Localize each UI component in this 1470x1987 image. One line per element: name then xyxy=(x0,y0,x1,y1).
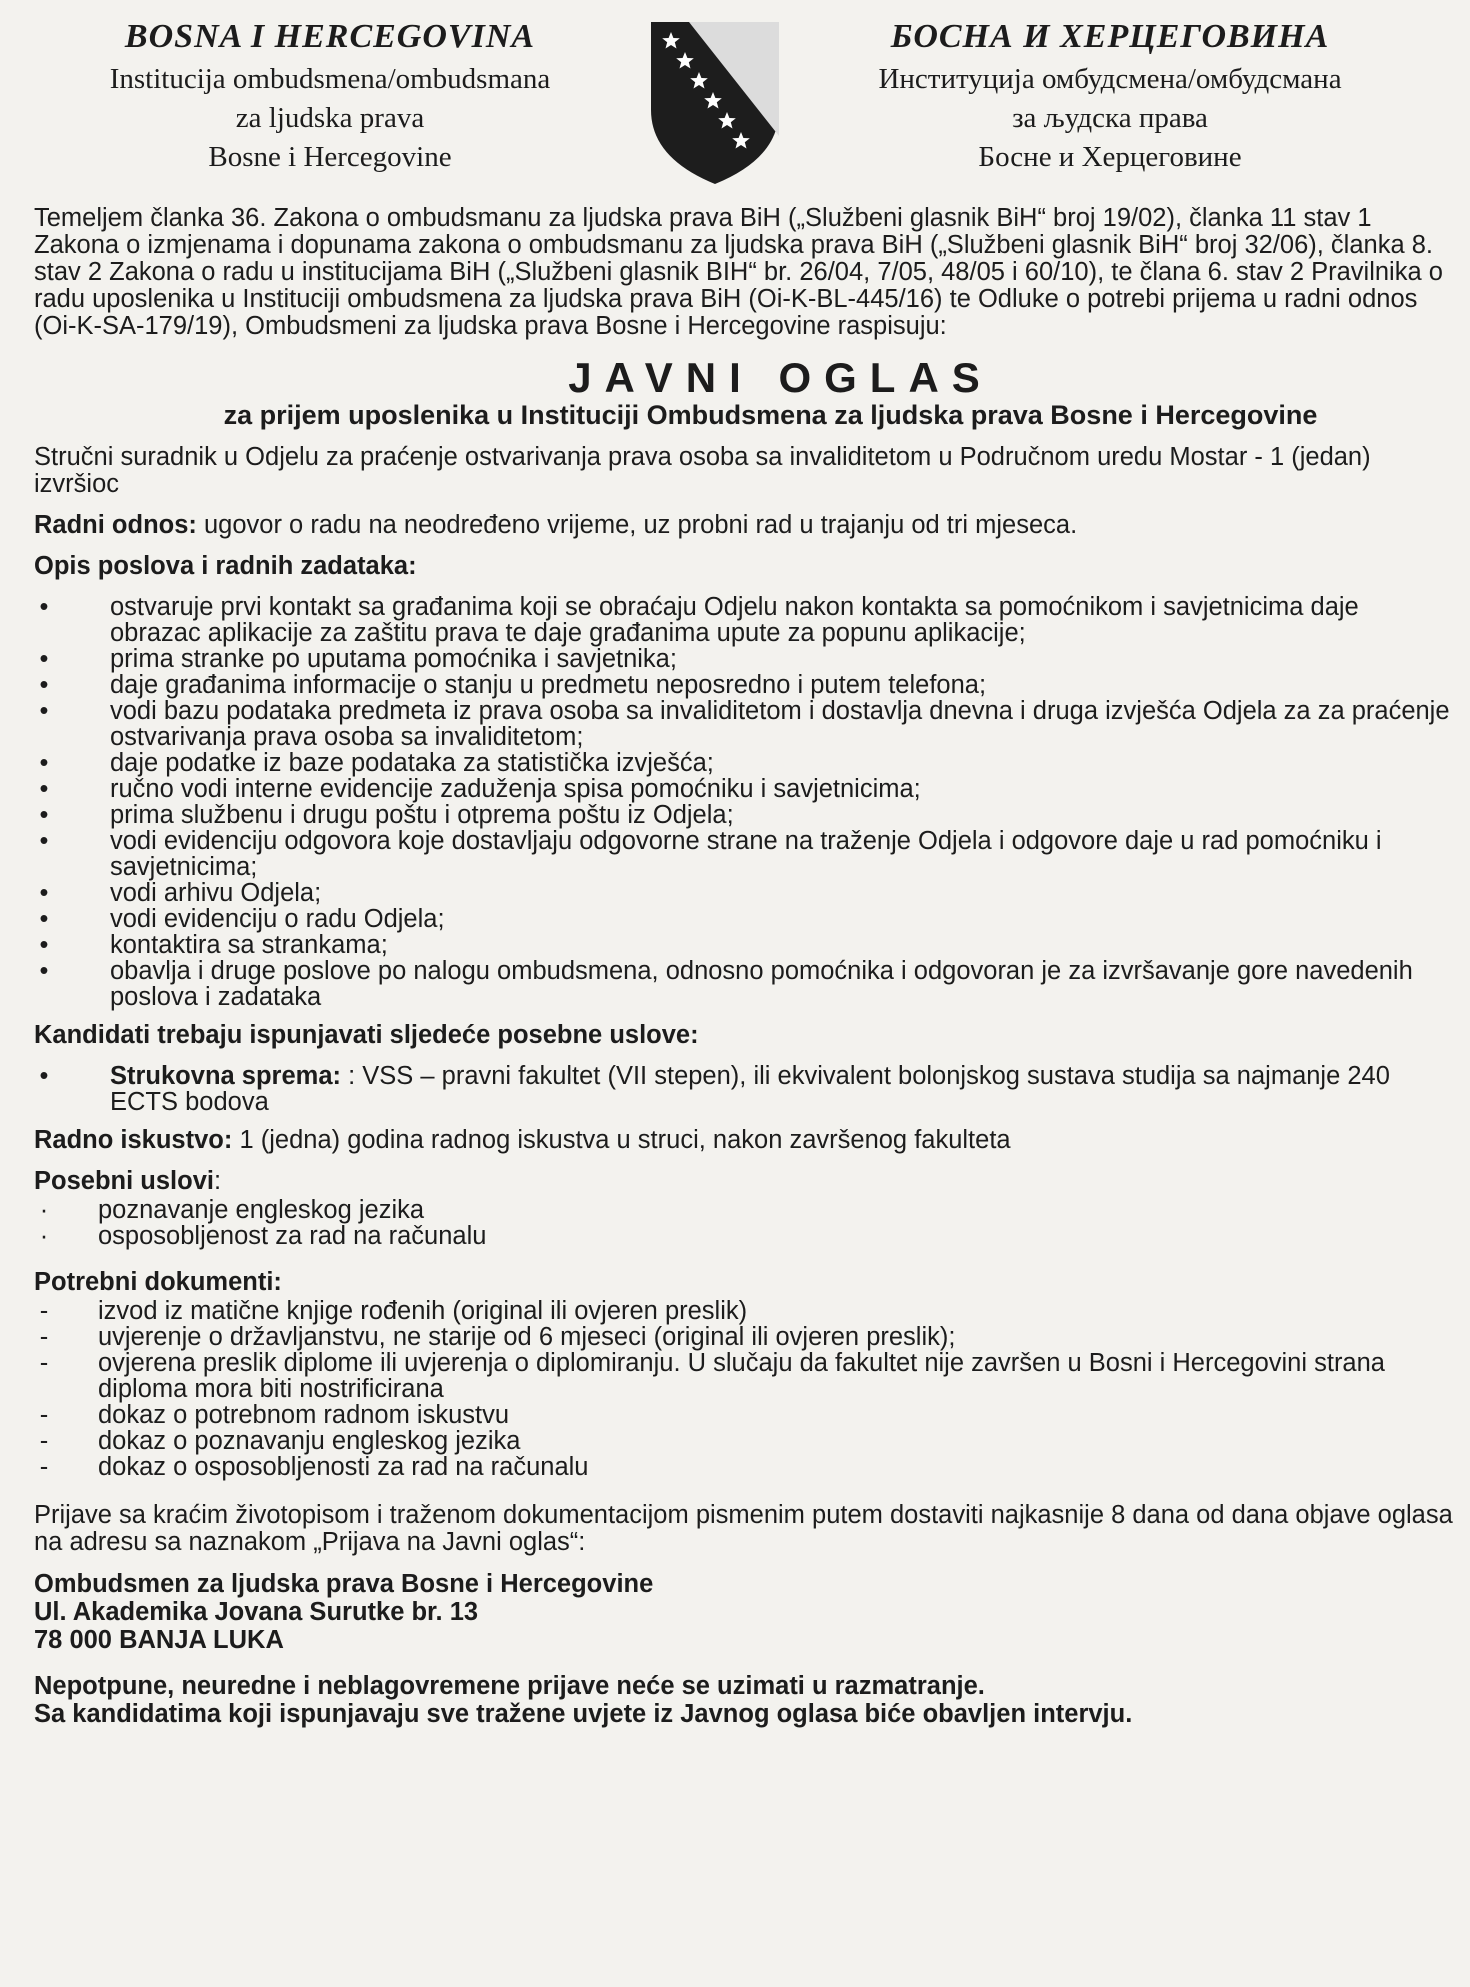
list-item xyxy=(28,1298,1453,1324)
country-name-cyrillic: БОСНА И ХЕРЦЕГОВИНА xyxy=(890,18,1330,55)
list-item-text: ostvaruje prvi kontakt sa građanima koji se obraćaju Odjelu nakon kontakta sa pomoćnikom i savjetnicima daje obrazac aplikacije za zaštitu prava te daje građanima upute za popunu aplikacije; xyxy=(110,593,1359,647)
list-item-text: daje građanima informacije o stanju u predmetu neposredno i putem telefona; xyxy=(110,671,987,699)
bullet-icon: · xyxy=(39,1222,49,1250)
bullet-icon: • xyxy=(39,645,49,673)
list-item xyxy=(28,958,1453,1010)
header-latin xyxy=(50,14,610,177)
work-experience xyxy=(34,1127,1453,1154)
list-item xyxy=(28,1402,1453,1428)
list-item-text: dokaz o osposobljenosti za rad na računalu xyxy=(98,1453,589,1481)
closing-notes xyxy=(34,1672,1453,1728)
list-item xyxy=(28,672,1453,698)
dash-icon: - xyxy=(39,1453,49,1481)
conditions-heading: Kandidati trebaju ispunjavati sljedeće posebne uslove: xyxy=(34,1021,699,1049)
announcement-title: JAVNI OGLAS xyxy=(568,354,993,401)
list-item xyxy=(28,750,1453,776)
list-item-text: kontaktira sa strankama; xyxy=(110,931,388,959)
list-item xyxy=(28,1197,1453,1223)
dash-icon: - xyxy=(39,1349,49,1377)
list-item xyxy=(28,1063,1453,1115)
list-item xyxy=(28,880,1453,906)
list-item-text: prima službenu i drugu poštu i otprema poštu iz Odjela; xyxy=(110,801,734,829)
header xyxy=(0,0,1470,200)
special-heading-colon: : xyxy=(213,1167,222,1195)
submission-instructions: Prijave sa kraćim životopisom i traženom dokumentacijom pismenim putem dostaviti najkasnije 8 dana od dana objave oglasa na adresu sa naznakom „Prijava na Javni oglas“: xyxy=(34,1501,1453,1556)
list-item xyxy=(28,776,1453,802)
qualification-list xyxy=(28,1063,1453,1115)
qualification-label: Strukovna sprema: xyxy=(110,1062,341,1090)
bullet-icon: • xyxy=(39,957,49,985)
duties-list xyxy=(28,594,1453,1010)
list-item xyxy=(28,906,1453,932)
list-item-text: uvjerenje o državljanstvu, ne starije od 6 mjeseci (original ili ovjeren preslik); xyxy=(98,1323,956,1351)
duties-heading: Opis poslova i radnih zadataka: xyxy=(34,552,417,580)
closing-note: Nepotpune, neuredne i neblagovremene prijave neće se uzimati u razmatranje. xyxy=(34,1672,985,1700)
bullet-icon: • xyxy=(39,775,49,803)
documents-list xyxy=(28,1298,1453,1480)
qualification-value: : VSS – pravni fakultet (VII stepen), ili ekvivalent bolonjskog sustava studija sa najmanje 240 ECTS bodova xyxy=(110,1062,1390,1116)
list-item-text: dokaz o poznavanju engleskog jezika xyxy=(98,1427,521,1455)
employment-type xyxy=(34,512,1453,539)
bullet-icon: • xyxy=(39,827,49,855)
list-item xyxy=(28,1223,1453,1249)
institution-line: Bosne i Hercegovine xyxy=(208,141,452,173)
dash-icon: - xyxy=(39,1427,49,1455)
bullet-icon: • xyxy=(39,697,49,725)
documents-heading: Potrebni dokumenti: xyxy=(34,1268,282,1296)
list-item xyxy=(28,1454,1453,1480)
employment-label: Radni odnos: xyxy=(34,511,197,539)
address-line: 78 000 BANJA LUKA xyxy=(34,1626,284,1654)
list-item-text: poznavanje engleskog jezika xyxy=(98,1196,425,1224)
dash-icon: - xyxy=(39,1297,49,1325)
list-item-text: osposobljenost za rad na računalu xyxy=(98,1222,487,1250)
list-item-text: vodi bazu podataka predmeta iz prava osoba sa invaliditetom i dostavlja dnevna i druga izvješća Odjela za za praćenje ostvarivanja prava osoba sa invaliditetom; xyxy=(110,697,1450,751)
special-heading-text: Posebni uslovi xyxy=(34,1167,214,1195)
list-item xyxy=(28,1324,1453,1350)
list-item xyxy=(28,802,1453,828)
dash-icon: - xyxy=(39,1401,49,1429)
list-item xyxy=(28,1428,1453,1454)
institution-line: Босне и Херцеговине xyxy=(978,141,1242,173)
bullet-icon: • xyxy=(39,931,49,959)
list-item-text: ručno vodi interne evidencije zaduženja spisa pomoćniku i savjetnicima; xyxy=(110,775,921,803)
list-item-text: ovjerena preslik diplome ili uvjerenja o diplomiranju. U slučaju da fakultet nije završen u Bosni i Hercegovini strana diploma mora biti nostrificirana xyxy=(98,1349,1385,1403)
list-item xyxy=(28,828,1453,880)
employment-value: ugovor o radu na neodređeno vrijeme, uz probni rad u trajanju od tri mjeseca. xyxy=(204,511,1078,539)
list-item-text: daje podatke iz baze podataka za statistička izvješća; xyxy=(110,749,714,777)
institution-line: Институција омбудсмена/омбудсмана xyxy=(878,63,1342,95)
list-item xyxy=(28,646,1453,672)
list-item xyxy=(28,594,1453,646)
bullet-icon: • xyxy=(39,801,49,829)
experience-label: Radno iskustvo: xyxy=(34,1126,233,1154)
experience-value: 1 (jedna) godina radnog iskustva u struci, nakon završenog fakulteta xyxy=(239,1126,1011,1154)
position-description: Stručni suradnik u Odjelu za praćenje ostvarivanja prava osoba sa invaliditetom u Područnom uredu Mostar - 1 (jedan) izvršioc xyxy=(34,443,1371,498)
list-item xyxy=(28,1350,1453,1402)
legal-basis-paragraph: Temeljem članka 36. Zakona o ombudsmanu za ljudska prava BiH („Službeni glasnik BiH“ broj 19/02), članka 11 stav 1 Zakona o izmjenama i dopunama zakona o ombudsmanu za ljudska prava BiH („Službeni glasnik BiH“ broj 32/06), članka 8. stav 2 Zakona o radu u institucijama BiH („Službeni glasnik BIH“ br. 26/04, 7/05, 48/05 i 60/10), te člana 6. stav 2 Pravilnika o radu uposlenika u Instituciji ombudsmena za ljudska prava BiH (Oi-K-BL-445/16) te Odluke o potrebi prijema u radni odnos (Oi-K-SA-179/19), Ombudsmeni za ljudska prava Bosne i Hercegovine raspisuju: xyxy=(34,204,1443,340)
bullet-icon: • xyxy=(39,749,49,777)
bullet-icon: • xyxy=(39,671,49,699)
country-name-latin: BOSNA I HERCEGOVINA xyxy=(124,18,536,55)
announcement-subtitle: za prijem uposlenika u Instituciji Ombudsmena za ljudska prava Bosne i Hercegovine xyxy=(223,400,1318,430)
list-item-text: vodi evidenciju o radu Odjela; xyxy=(110,905,445,933)
special-conditions-heading xyxy=(34,1168,1453,1195)
closing-note: Sa kandidatima koji ispunjavaju sve tražene uvjete iz Javnog oglasa biće obavljen intervju. xyxy=(34,1700,1133,1728)
list-item xyxy=(28,698,1453,750)
list-item-text: vodi evidenciju odgovora koje dostavljaju odgovorne strane na traženje Odjela i odgovore daje u rad pomoćniku i savjetnicima; xyxy=(110,827,1382,881)
list-item-text: izvod iz matične knjige rođenih (original ili ovjeren preslik) xyxy=(98,1297,748,1325)
list-item-text: dokaz o potrebnom radnom iskustvu xyxy=(98,1401,510,1429)
bullet-icon: · xyxy=(39,1196,49,1224)
special-conditions-list xyxy=(28,1197,1453,1249)
announcement-body xyxy=(28,205,1453,1728)
list-item-text: prima stranke po uputama pomoćnika i savjetnika; xyxy=(110,645,677,673)
header-cyrillic xyxy=(830,14,1390,177)
bullet-icon: • xyxy=(39,879,49,907)
institution-line: za ljudska prava xyxy=(235,102,425,134)
dash-icon: - xyxy=(39,1323,49,1351)
coat-of-arms-icon xyxy=(645,18,785,188)
list-item-text: obavlja i druge poslove po nalogu ombudsmena, odnosno pomoćnika i odgovoran je za izvršavanje gore navedenih poslova i zadataka xyxy=(110,957,1413,1011)
bullet-icon: • xyxy=(39,593,49,621)
address-line: Ul. Akademika Jovana Surutke br. 13 xyxy=(34,1598,479,1626)
list-item-text: vodi arhivu Odjela; xyxy=(110,879,322,907)
institution-line: Institucija ombudsmena/ombudsmana xyxy=(109,63,551,95)
bullet-icon: • xyxy=(39,905,49,933)
mailing-address xyxy=(34,1570,1453,1654)
institution-line: за људска права xyxy=(1012,102,1208,134)
address-line: Ombudsmen za ljudska prava Bosne i Hercegovine xyxy=(34,1570,654,1598)
list-item xyxy=(28,932,1453,958)
bullet-icon: • xyxy=(39,1062,49,1090)
